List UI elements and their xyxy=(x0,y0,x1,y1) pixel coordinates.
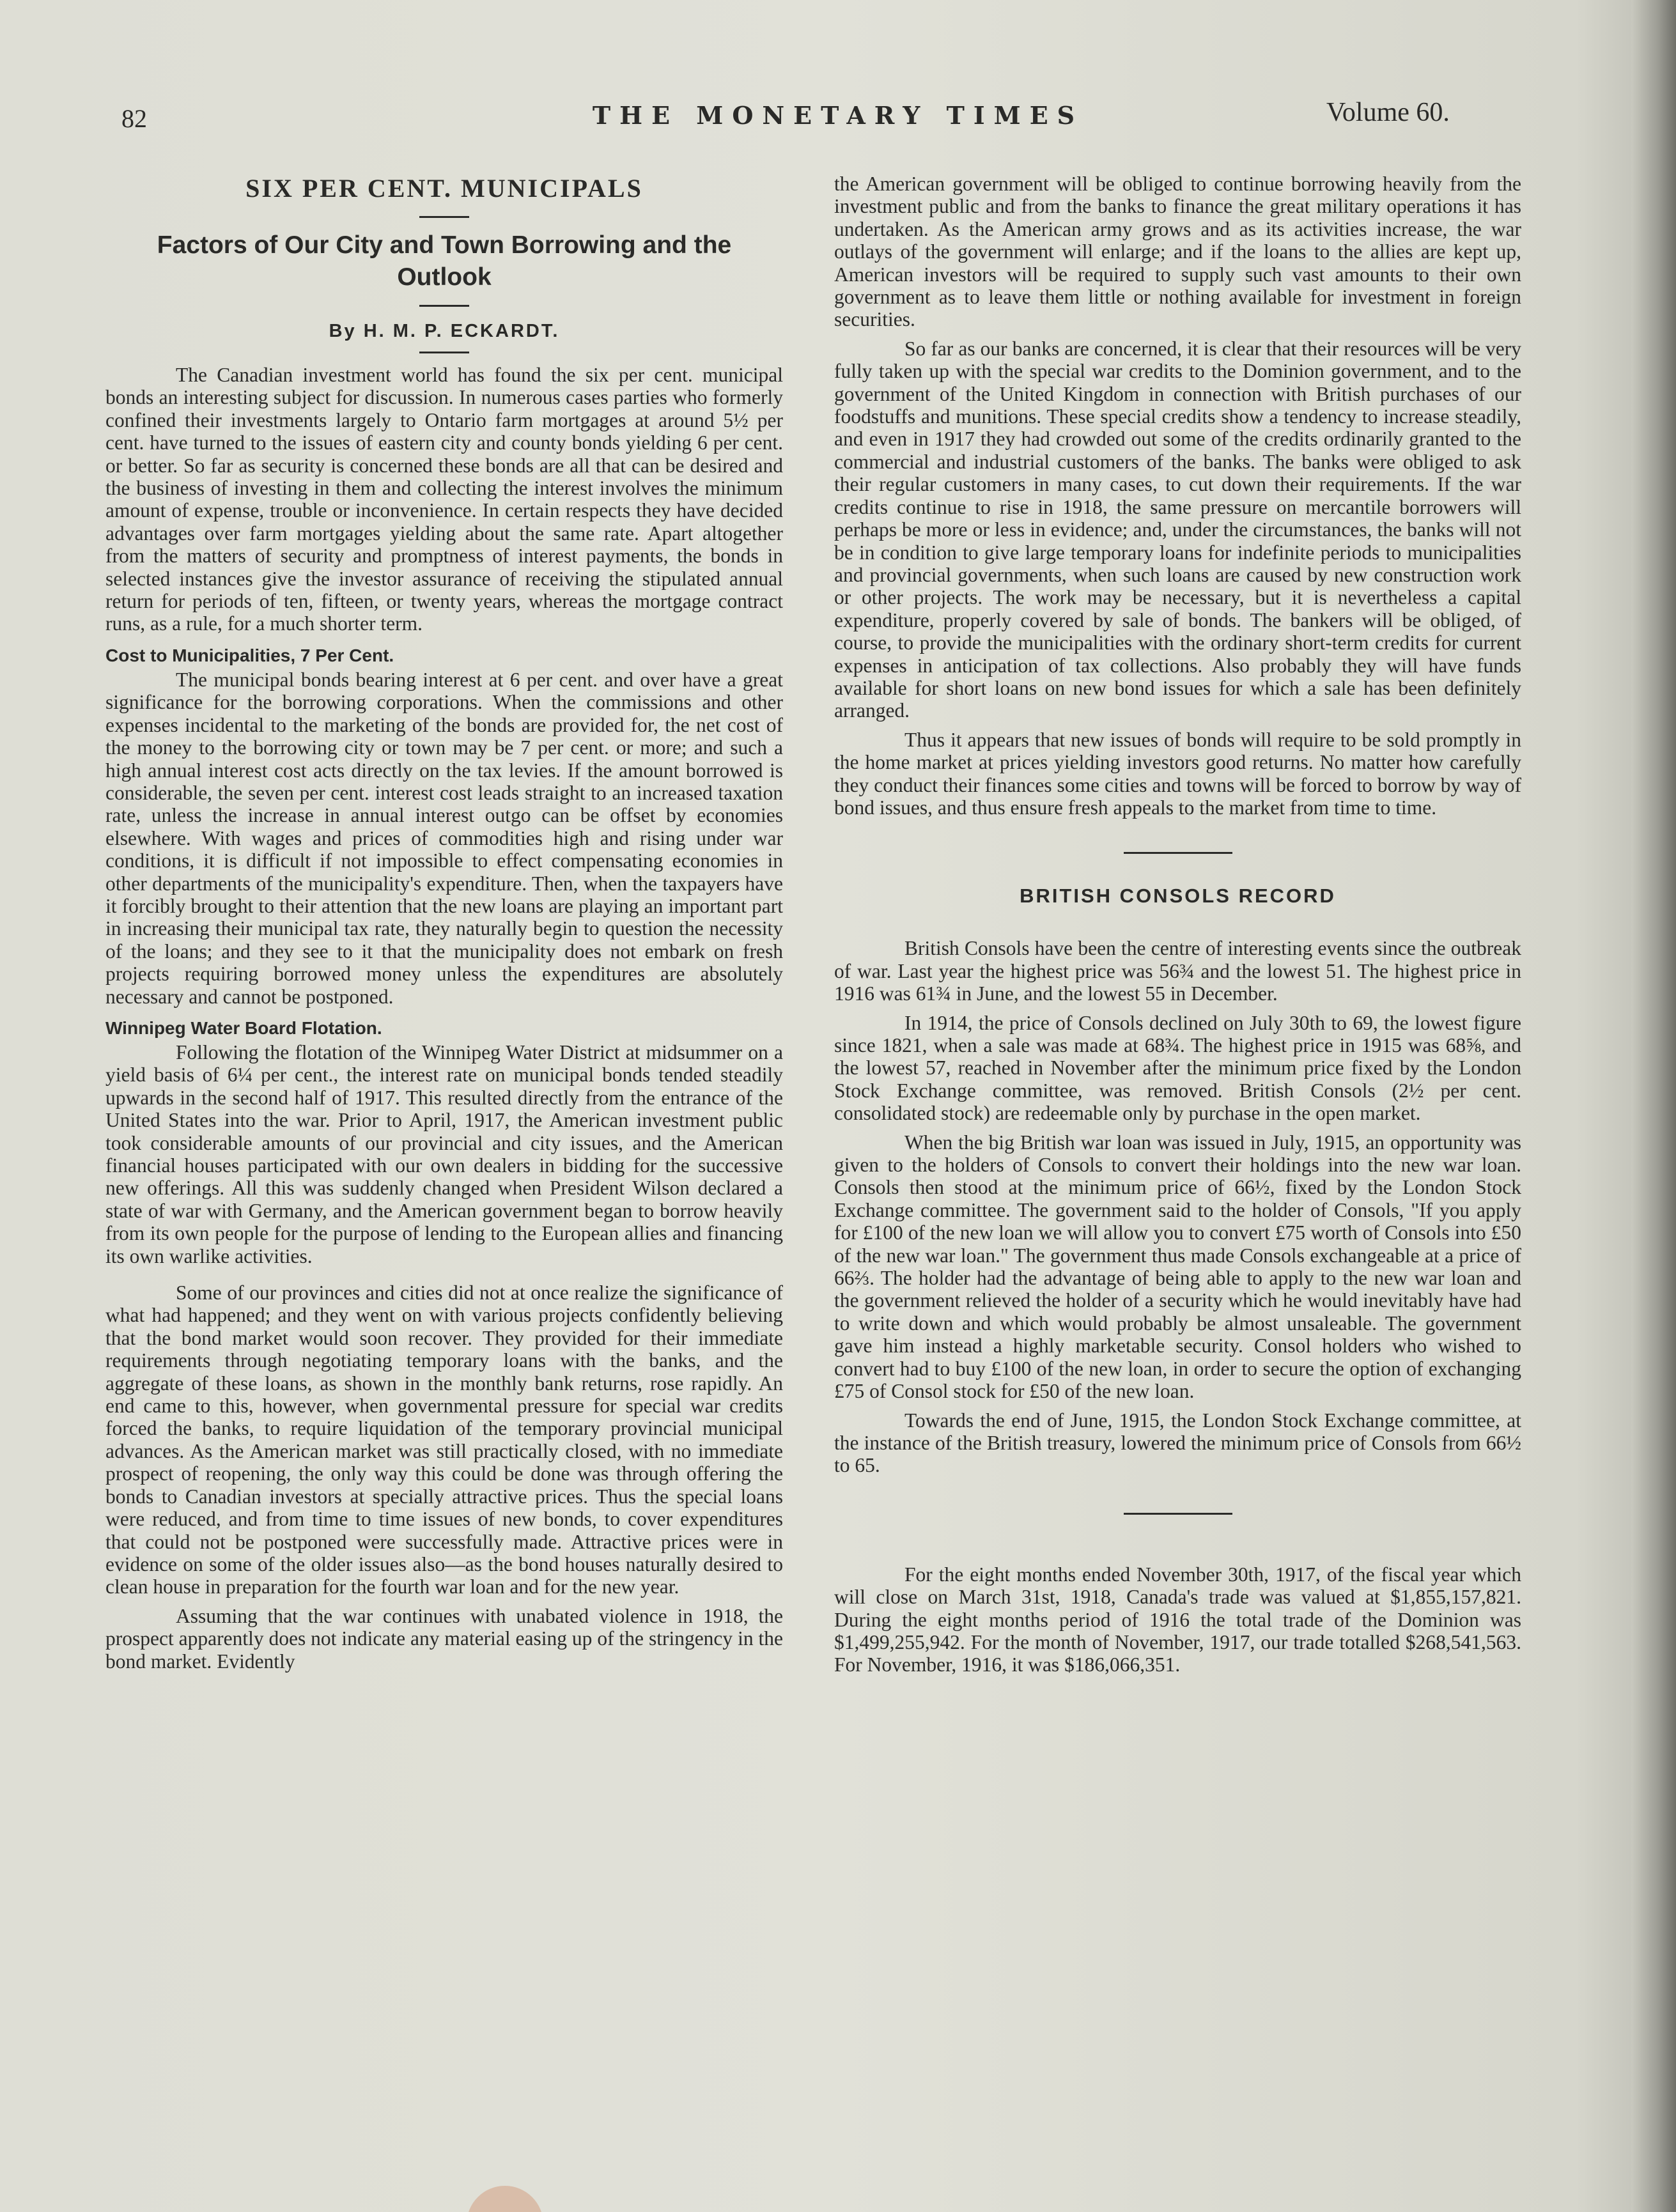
paragraph: Thus it appears that new issues of bonds will require to be sold promptly in the home market at prices yielding investors good returns. No matter how carefully they conduct their finances some cities and towns will be forced to borrow by way of bond issues, and thus ensure fresh appeals to the market from time to time. xyxy=(834,728,1521,819)
left-column xyxy=(105,173,783,1679)
page-number: 82 xyxy=(121,104,147,133)
section-divider xyxy=(1124,852,1232,854)
paragraph: So far as our banks are concerned, it is clear that their resources will be very fully taken up with the special war credits to the Dominion government, and to the government of the United Kingdom in connection with British purchases of our foodstuffs and munitions. These special credits show a tendency to increase steadily, and even in 1917 they had crowded out some of the credits ordinarily granted to the commercial and industrial customers of the banks. The banks were obliged to ask their regular customers in many cases, to cut down their requirements. If the war credits continue to rise in 1918, the same pressure on mercantile borrowers will perhaps be more or less in evidence; and, under the circumstances, the banks will not be in condition to give large temporary loans for indefinite periods to municipalities and provincial governments, when such loans are caused by new construction work or other projects. The work may be necessary, but it is nevertheless a capital expenditure, properly covered by sale of bonds. The bankers will be obliged, of course, to provide the municipalities with the ordinary short-term credits for current expenses in anticipation of tax collections. Also probably they will have funds available for short loans on new bond issues for which a sale has been definitely arranged. xyxy=(834,337,1521,722)
paragraph: In 1914, the price of Consols declined on July 30th to 69, the lowest figure since 1821, when a sale was made at 68¾. The highest price in 1915 was 68⅝, and the lowest 57, reached in November after the minimum price fixed by the London Stock Exchange committee, was removed. British Consols (2½ per cent. consolidated stock) are redeemable only by purchase in the open market. xyxy=(834,1011,1521,1125)
article-subtitle: Factors of Our City and Town Borrowing and the Outlook xyxy=(157,231,732,291)
paragraph: When the big British war loan was issued in July, 1915, an opportunity was given to the holders of Consols to convert their holdings into the new war loan. Consols then stood at the minimum price of 66½, fixed by the London Stock Exchange committee. The government said to the holder of Consols, "If you apply for £100 of the new loan we will allow you to convert £75 worth of Consols into £50 of the new war loan." The government thus made Consols exchangeable at a price of 66⅔. The holder had the advantage of being able to apply to the new war loan and the government relieved the holder of a security which he would inevitably have had to write down and which would probably be almost unsaleable. The government gave him instead a highly marketable security. Consol holders who wished to convert had to buy £100 of the new loan, in order to secure the option of exchanging £75 of Consol stock for £50 of the new loan. xyxy=(834,1131,1521,1403)
divider xyxy=(419,305,469,307)
paragraph: The municipal bonds bearing interest at 6 per cent. and over have a great significance for the borrowing corporations. When the commissions and other expenses incidental to the marketing of the bonds are provided for, the net cost of the money to the borrowing city or town may be 7 per cent. or more; and such a high annual interest cost acts directly on the tax levies. If the amount borrowed is considerable, the seven per cent. interest cost leads straight to an increased taxation rate, unless the increase in annual interest outgo can be offset by economies elsewhere. With wages and prices of commodities high and rising under war conditions, it is difficult if not impossible to effect compensating economies in other departments of the municipality's expenditure. Then, when the taxpayers have it forcibly brought to their attention that the new loans are playing an important part in increasing their municipal tax rate, they naturally begin to question the necessity of the loans; and they see to it that the municipality does not embark on fresh projects requiring borrowed money unless the expenditures are absolutely necessary and cannot be postponed. xyxy=(105,668,783,1008)
publication-title: THE MONETARY TIMES xyxy=(592,101,1084,130)
thumb-in-frame xyxy=(467,2186,543,2212)
paragraph: Towards the end of June, 1915, the London Stock Exchange committee, at the instance of the British treasury, lowered the minimum price of Consols from 66½ to 65. xyxy=(834,1409,1521,1477)
paragraph: Some of our provinces and cities did not at once realize the significance of what had happened; and they went on with various projects confidently believing that the bond market would soon recover. They provided for their immediate requirements through negotiating temporary loans with the banks, and the aggregate of these loans, as shown in the monthly bank returns, rose rapidly. An end came to this, however, when governmental pressure for special war credits forced the banks, to require liquidation of the temporary provincial municipal advances. As the American market was still practically closed, with no immediate prospect of reopening, the only way this could be done was through offering the bonds to Canadian investors at specially attractive prices. Thus the special loans were reduced, and from time to time issues of new bonds, to cover expenditures that could not be postponed were successfully made. Attractive prices were in evidence on some of the older issues also—as the bond houses naturally desired to clean house in preparation for the fourth war loan and for the new year. xyxy=(105,1281,783,1598)
section-heading: Cost to Municipalities, 7 Per Cent. xyxy=(105,645,394,665)
volume-label: Volume 60. xyxy=(1326,98,1450,127)
section-title: BRITISH CONSOLS RECORD xyxy=(1020,885,1336,908)
section-divider xyxy=(1124,1513,1232,1515)
section-heading: Winnipeg Water Board Flotation. xyxy=(105,1017,382,1038)
page-binding-shadow xyxy=(1631,0,1676,2212)
right-column xyxy=(834,173,1521,1683)
divider xyxy=(419,216,469,218)
byline: By H. M. P. ECKARDT. xyxy=(329,321,560,341)
paragraph-continued: the American government will be obliged to continue borrowing heavily from the investment public and from the banks to finance the great military operations it has undertaken. As the American army grows and as its activities increase, the war outlays of the government will enlarge; and if the loans to the allies are kept up, American investors will be required to supply such vast amounts to their own government as to leave them little or nothing available for investment in foreign securities. xyxy=(834,173,1521,331)
paragraph: The Canadian investment world has found the six per cent. municipal bonds an interesting subject for discussion. In numerous cases parties who formerly confined their investments largely to Ontario farm mortgages at around 5½ per cent. have turned to the issues of eastern city and county bonds yielding 6 per cent. or better. So far as security is concerned these bonds are all that can be desired and the business of investing in them and collecting the interest involves the minimum amount of expense, trouble or inconvenience. In certain respects they have decided advantages over farm mortgages yielding about the same rate. Apart altogether from the matters of security and promptness of interest payments, the bonds in selected instances give the investor assurance of receiving the stipulated annual return for periods of ten, fifteen, or twenty years, whereas the mortgage contract runs, as a rule, for a much shorter term. xyxy=(105,364,783,635)
paragraph: For the eight months ended November 30th, 1917, of the fiscal year which will close on March 31st, 1918, Canada's trade was valued at $1,855,157,821. During the eight months period of 1916 the total trade of the Dominion was $1,499,255,942. For the month of November, 1917, our trade totalled $268,541,563. For November, 1916, it was $186,066,351. xyxy=(834,1563,1521,1676)
article-title: SIX PER CENT. MUNICIPALS xyxy=(245,174,643,203)
divider xyxy=(419,352,469,353)
page-header xyxy=(0,96,1676,147)
paragraph: Following the flotation of the Winnipeg Water District at midsummer on a yield basis of 6¼ per cent., the interest rate on municipal bonds tended steadily upwards in the second half of 1917. This resulted directly from the entrance of the United States into the war. Prior to April, 1917, the American investment public took considerable amounts of our provincial and city issues, and the American financial houses participated with our own dealers in bidding for the successive new offerings. All this was suddenly changed when President Wilson declared a state of war with Germany, and the American government began to borrow heavily from its own people for the purpose of lending to the European allies and financing its own warlike activities. xyxy=(105,1040,783,1267)
paragraph: British Consols have been the centre of interesting events since the outbreak of war. Last year the highest price was 56¾ and the lowest 51. The highest price in 1916 was 61¾ in June, and the lowest 55 in December. xyxy=(834,937,1521,1005)
paragraph: Assuming that the war continues with unabated violence in 1918, the prospect apparently does not indicate any material easing up of the stringency in the bond market. Evidently xyxy=(105,1604,783,1673)
